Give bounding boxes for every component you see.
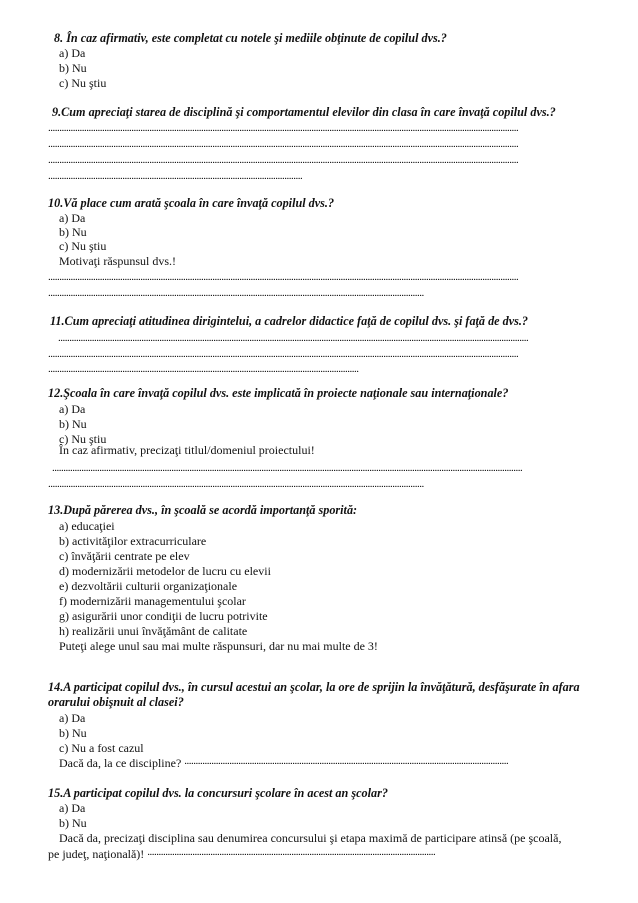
answer-line: ....................................................................................................................................................................... (48, 479, 424, 490)
q14-option-b: b) Nu (59, 726, 87, 740)
q12-option-a: a) Da (59, 402, 86, 416)
q13-option-c: c) învăţării centrate pe elev (59, 549, 190, 563)
question-11-title: 11.Cum apreciaţi atitudinea dirigintelui, a cadrelor didactice faţă de copilul dvs. şi faţă de dvs.? (50, 314, 529, 328)
answer-line: ....................................................................................................................................................................... (48, 288, 424, 299)
q14-followup (59, 756, 526, 770)
answer-line: ................................................................................................................................................................................................................. (48, 123, 519, 134)
q15-followup-line2-wrap (48, 847, 455, 861)
q13-instruction: Puteţi alege unul sau mai multe răspunsuri, dar nu mai multe de 3! (59, 639, 378, 653)
q10-motivate-prompt: Motivaţi răspunsul dvs.! (59, 254, 176, 268)
q15-followup-line2: pe judeţ, naţională)! (48, 847, 145, 861)
q13-option-e: e) dezvoltării culturii organizaţionale (59, 579, 238, 593)
question-14-title: 14.A participat copilul dvs., în cursul acestui an şcolar, la ore de sprijin la învăţătură, desfăşurate în afara orarului obişnuit al clasei? (48, 680, 580, 709)
answer-line: ................................................................................................................. (48, 171, 303, 182)
question-8-title: 8. În caz afirmativ, este completat cu notele şi mediile obţinute de copilul dvs.? (54, 31, 447, 45)
q13-option-a: a) educaţiei (59, 519, 115, 533)
answer-line: ................................................................................................................................................................................................................. (58, 333, 529, 344)
q14-option-a: a) Da (59, 711, 86, 725)
answer-line: .......................................................................................................................................... (48, 364, 359, 375)
q13-option-f: f) modernizării managementului şcolar (59, 594, 246, 608)
question-12-title: 12.Şcoala în care învaţă copilul dvs. este implicată în proiecte naţionale sau internaţionale? (48, 386, 509, 400)
q13-option-g: g) asigurării unor condiţii de lucru potrivite (59, 609, 268, 623)
answer-line: ................................................................................................................................................................................................................. (52, 463, 523, 474)
answer-line: ................................................................................................................................................................................................................. (48, 272, 519, 283)
q13-option-h: h) realizării unui învăţământ de calitate (59, 624, 248, 638)
q8-option-c: c) Nu ştiu (59, 76, 107, 90)
answer-line: ................................................................................................................................ (147, 847, 436, 858)
question-15-title: 15.A participat copilul dvs. la concursuri şcolare în acest an şcolar? (48, 786, 388, 800)
question-10-title: 10.Vă place cum arată şcoala în care învaţă copilul dvs.? (48, 196, 335, 210)
q13-option-b: b) activităţilor extracurriculare (59, 534, 207, 548)
q10-option-b: b) Nu (59, 225, 87, 239)
q15-option-a: a) Da (59, 801, 86, 815)
answer-line: ................................................................................................................................................................................................................. (48, 139, 519, 150)
q14-option-c: c) Nu a fost cazul (59, 741, 144, 755)
q12-option-b: b) Nu (59, 417, 87, 431)
q10-option-c: c) Nu ştiu (59, 239, 107, 253)
answer-line: ................................................................................................................................................ (184, 756, 509, 767)
answer-line: ................................................................................................................................................................................................................. (48, 155, 519, 166)
q8-option-b: b) Nu (59, 61, 87, 75)
q12-project-prompt: În caz afirmativ, precizaţi titlul/domeniul proiectului! (59, 443, 315, 457)
q12-option-c: c) Nu ştiu (59, 432, 107, 446)
answer-line: ................................................................................................................................................................................................................. (48, 349, 519, 360)
question-13-title: 13.După părerea dvs., în şcoală se acordă importanţă sporită: (48, 503, 358, 517)
q13-option-d: d) modernizării metodelor de lucru cu elevii (59, 564, 271, 578)
question-9-title: 9.Cum apreciaţi starea de disciplină şi comportamentul elevilor din clasa în care învaţă copilul dvs.? (52, 105, 556, 119)
q15-option-b: b) Nu (59, 816, 87, 830)
q10-option-a: a) Da (59, 211, 86, 225)
q15-followup-line1: Dacă da, precizaţi disciplina sau denumirea concursului şi etapa maximă de participare atinsă (pe şcoală, (59, 831, 562, 845)
q8-option-a: a) Da (59, 46, 86, 60)
q14-followup-label: Dacă da, la ce discipline? (59, 756, 182, 770)
